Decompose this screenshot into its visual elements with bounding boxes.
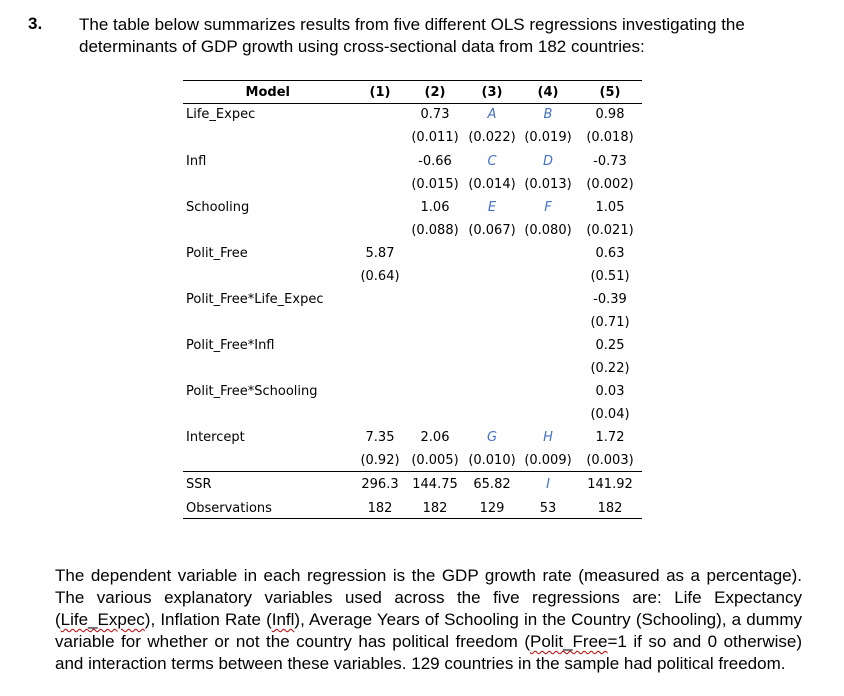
se-cell: (0.018) — [586, 130, 634, 145]
header-col-5: (5) — [599, 85, 621, 100]
coef-cell: 5.87 — [365, 246, 395, 261]
coef-cell: D — [542, 154, 553, 169]
coef-cell: 0.98 — [595, 107, 625, 122]
row-label-schooling: Schooling — [186, 200, 250, 215]
header-col-3: (3) — [481, 85, 503, 100]
stat-cell: 182 — [597, 501, 623, 516]
coef-cell: F — [544, 200, 552, 215]
coef-cell: 1.06 — [420, 200, 450, 215]
stat-cell: 296.3 — [361, 477, 399, 492]
stat-label-observations: Observations — [186, 501, 272, 516]
coef-cell: 2.06 — [420, 430, 450, 445]
table-bottom-rule — [183, 518, 642, 519]
coef-cell: H — [543, 430, 553, 445]
coef-cell: B — [543, 107, 553, 122]
coef-cell: -0.39 — [593, 292, 627, 307]
header-model: Model — [245, 85, 290, 100]
stat-cell: 129 — [479, 501, 505, 516]
row-label-polit-free-life-expec: Polit_Free*Life_Expec — [186, 292, 324, 307]
description-paragraph — [55, 565, 802, 675]
question-intro: The table below summarizes results from five different OLS regressions investigating the determinants of GDP growth using cross-sectional data from 182 countries: — [79, 15, 745, 56]
coef-cell: 0.25 — [595, 338, 625, 353]
se-cell: (0.013) — [524, 177, 572, 192]
stat-cell: 65.82 — [473, 477, 511, 492]
spellcheck-word-polit-free[interactable]: Polit_Free — [530, 632, 608, 651]
coef-cell: C — [487, 154, 497, 169]
row-label-polit-free-schooling: Polit_Free*Schooling — [186, 384, 318, 399]
stat-cell: I — [546, 477, 550, 492]
stat-cell: 182 — [367, 501, 393, 516]
se-cell: (0.92) — [360, 453, 400, 468]
coef-cell: 0.63 — [595, 246, 625, 261]
paragraph-text-2: ), Inflation Rate ( — [144, 610, 272, 629]
stats-top-rule — [183, 471, 642, 472]
row-label-polit-free: Polit_Free — [186, 246, 248, 261]
stat-cell: 182 — [422, 501, 448, 516]
se-cell: (0.005) — [411, 453, 459, 468]
stat-cell: 141.92 — [587, 477, 633, 492]
se-cell: (0.022) — [468, 130, 516, 145]
se-cell: (0.22) — [590, 361, 630, 376]
se-cell: (0.067) — [468, 223, 516, 238]
coef-cell: 1.05 — [595, 200, 625, 215]
coef-cell: G — [486, 430, 498, 445]
table-header-rule — [183, 103, 642, 104]
se-cell: (0.64) — [360, 269, 400, 284]
paragraph-text-1: The dependent variable in each regression is the GDP growth rate (measured as a percentage). The various explanatory variables used across the five regressions are: Life Expectancy ( — [55, 566, 802, 629]
row-label-infl: Infl — [186, 154, 207, 169]
row-label-polit-free-infl: Polit_Free*Infl — [186, 338, 275, 353]
coef-cell: 1.72 — [595, 430, 625, 445]
row-label-life-expec: Life_Expec — [186, 107, 256, 122]
spellcheck-word-life-expec[interactable]: Life_Expec — [60, 610, 145, 629]
row-label-intercept: Intercept — [186, 430, 245, 445]
table-top-rule — [183, 80, 642, 81]
paragraph-text-4: =1 if so and 0 otherwise) and interaction terms between these variables. 129 countries in the sample had political freedom. — [55, 632, 802, 673]
se-cell: (0.71) — [590, 315, 630, 330]
coef-cell: 0.03 — [595, 384, 625, 399]
header-col-4: (4) — [537, 85, 559, 100]
spellcheck-word-infl[interactable]: Infl — [271, 610, 295, 629]
stat-cell: 53 — [539, 501, 557, 516]
se-cell: (0.011) — [411, 130, 459, 145]
stat-cell: 144.75 — [412, 477, 458, 492]
se-cell: (0.002) — [586, 177, 634, 192]
coef-cell: 0.73 — [420, 107, 450, 122]
header-col-1: (1) — [369, 85, 391, 100]
se-cell: (0.04) — [590, 407, 630, 422]
se-cell: (0.003) — [586, 453, 634, 468]
coef-cell: 7.35 — [365, 430, 395, 445]
se-cell: (0.51) — [590, 269, 630, 284]
se-cell: (0.088) — [411, 223, 459, 238]
se-cell: (0.080) — [524, 223, 572, 238]
se-cell: (0.014) — [468, 177, 516, 192]
se-cell: (0.015) — [411, 177, 459, 192]
coef-cell: A — [487, 107, 497, 122]
se-cell: (0.009) — [524, 453, 572, 468]
question-number: 3. — [28, 14, 43, 33]
coef-cell: E — [487, 200, 497, 215]
paragraph-text-3: ), Average Years of Schooling in the Country (Schooling), a dummy variable for whether or not the country has political freedom ( — [55, 610, 802, 651]
se-cell: (0.021) — [586, 223, 634, 238]
se-cell: (0.019) — [524, 130, 572, 145]
coef-cell: -0.73 — [593, 154, 627, 169]
coef-cell: -0.66 — [418, 154, 452, 169]
se-cell: (0.010) — [468, 453, 516, 468]
header-col-2: (2) — [424, 85, 446, 100]
stat-label-ssr: SSR — [186, 477, 212, 492]
